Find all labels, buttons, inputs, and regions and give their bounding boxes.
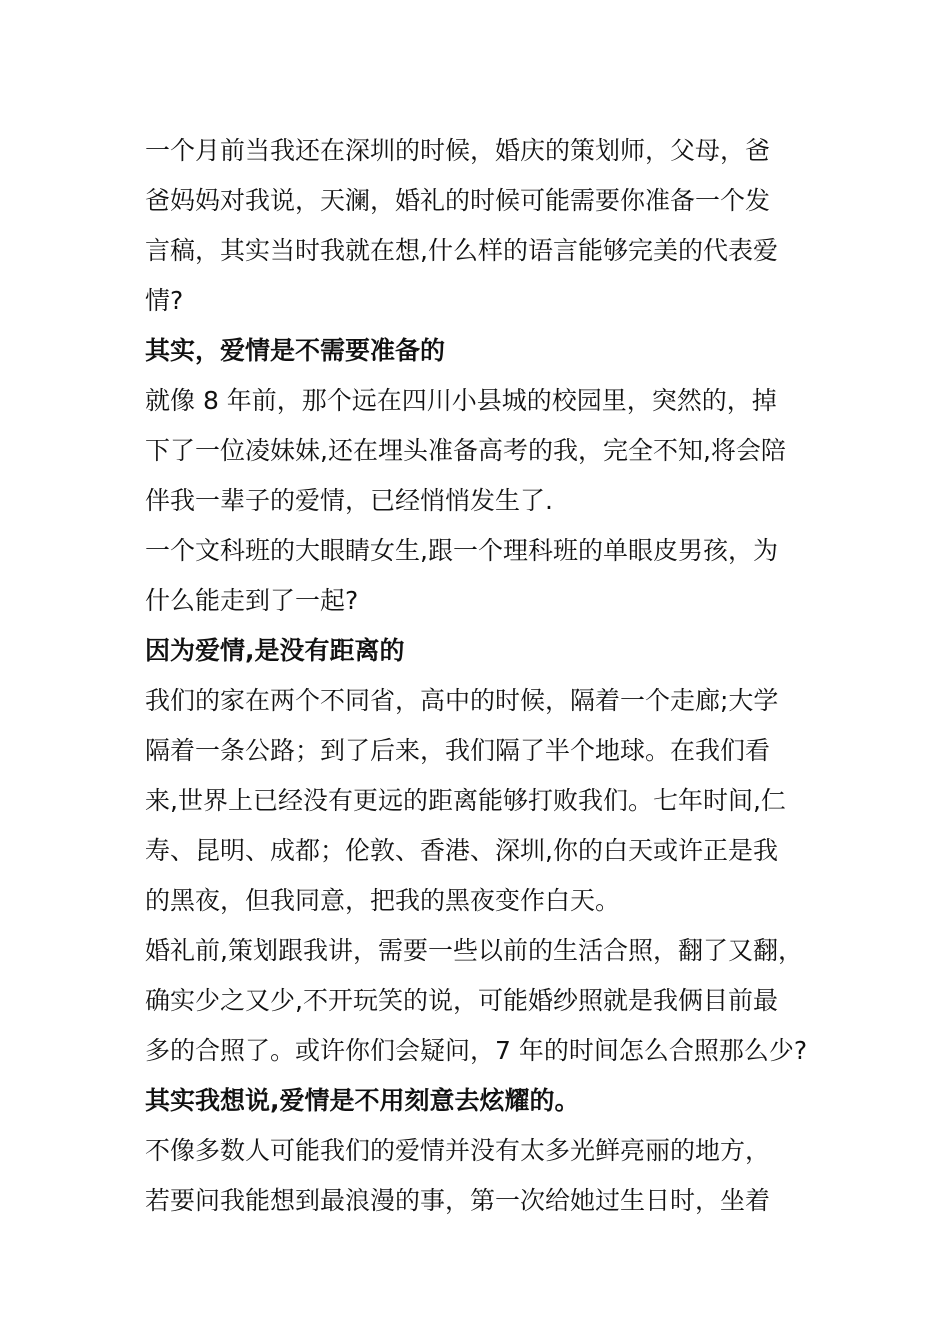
section-heading-1: 其实，爱情是不需要准备的	[145, 336, 446, 365]
text-line-14: 来,世界上已经没有更远的距离能够打败我们。七年时间,仁	[145, 786, 786, 815]
document-body	[145, 126, 817, 1226]
text-line-13: 隔着一条公路；到了后来，我们隔了半个地球。在我们看	[145, 736, 771, 765]
text-line-19: 多的合照了。或许你们会疑问，7 年的时间怎么合照那么少?	[145, 1036, 808, 1065]
text-line-2: 爸妈妈对我说，天澜，婚礼的时候可能需要你准备一个发	[145, 186, 771, 215]
text-line-10: 什么能走到了一起?	[145, 586, 359, 615]
text-line-1: 一个月前当我还在深圳的时候，婚庆的策划师，父母，爸	[145, 136, 771, 165]
text-line-7: 下了一位凌妹妹,还在埋头准备高考的我，完全不知,将会陪	[145, 436, 786, 465]
text-line-12: 我们的家在两个不同省，高中的时候，隔着一个走廊;大学	[145, 686, 779, 715]
text-line-3: 言稿，其实当时我就在想,什么样的语言能够完美的代表爱	[145, 236, 778, 265]
text-line-8: 伴我一辈子的爱情，已经悄悄发生了.	[145, 486, 553, 515]
text-line-4: 情?	[145, 286, 184, 315]
text-line-16: 的黑夜，但我同意，把我的黑夜变作白天。	[145, 886, 621, 915]
section-heading-3: 其实我想说,爱情是不用刻意去炫耀的。	[145, 1086, 580, 1115]
text-line-6: 就像 8 年前，那个远在四川小县城的校园里，突然的，掉	[145, 386, 777, 415]
text-line-15: 寿、昆明、成都；伦敦、香港、深圳,你的白天或许正是我	[145, 836, 778, 865]
text-line-22: 若要问我能想到最浪漫的事，第一次给她过生日时，坐着	[145, 1186, 771, 1215]
text-line-17: 婚礼前,策划跟我讲，需要一些以前的生活合照，翻了又翻，	[145, 936, 803, 965]
text-line-21: 不像多数人可能我们的爱情并没有太多光鲜亮丽的地方，	[145, 1136, 771, 1165]
section-heading-2: 因为爱情,是没有距离的	[145, 636, 405, 665]
text-line-18: 确实少之又少,不开玩笑的说，可能婚纱照就是我俩目前最	[145, 986, 778, 1015]
text-line-9: 一个文科班的大眼睛女生,跟一个理科班的单眼皮男孩，为	[145, 536, 778, 565]
